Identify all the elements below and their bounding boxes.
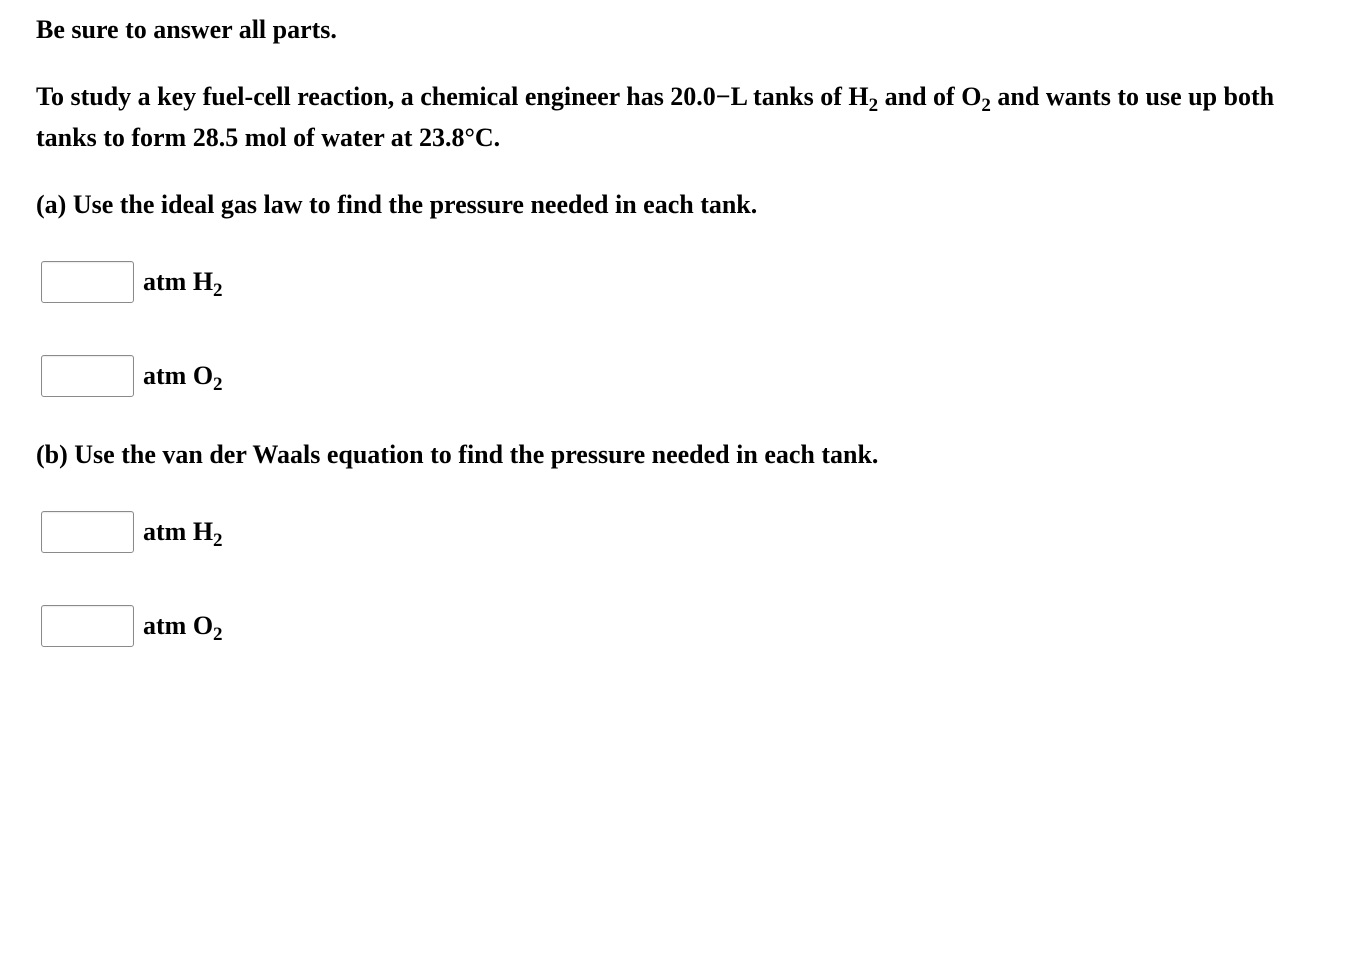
h2-subscript: 2 xyxy=(868,95,879,116)
part-b-o2-answer-row xyxy=(41,604,223,648)
instruction-text: Be sure to answer all parts. xyxy=(36,15,337,44)
part-a-heading: (a) Use the ideal gas law to find the pressure needed in each tank. xyxy=(36,190,758,219)
unit-text: atm O xyxy=(143,611,214,640)
problem-text-part-1: To study a key fuel-cell reaction, a chemical engineer has 20.0−L tanks of H xyxy=(36,82,869,111)
part-a-h2-pressure-input[interactable] xyxy=(41,261,134,303)
unit-text: atm O xyxy=(143,361,214,390)
o2-subscript: 2 xyxy=(981,95,991,116)
part-a-h2-answer-row xyxy=(41,260,223,304)
unit-subscript: 2 xyxy=(213,530,223,551)
problem-text-part-2: and of O xyxy=(878,82,982,111)
unit-text: atm H xyxy=(143,267,214,296)
part-b-h2-answer-row xyxy=(41,510,223,554)
unit-subscript: 2 xyxy=(213,280,223,301)
part-b-o2-pressure-input[interactable] xyxy=(41,605,134,647)
part-b-o2-unit-label xyxy=(143,609,223,643)
part-a-o2-unit-label xyxy=(143,359,223,393)
part-b-h2-pressure-input[interactable] xyxy=(41,511,134,553)
unit-subscript: 2 xyxy=(213,624,223,645)
part-b-h2-unit-label xyxy=(143,515,223,549)
problem-statement xyxy=(36,76,1336,158)
unit-subscript: 2 xyxy=(213,374,223,395)
part-a-o2-answer-row xyxy=(41,354,223,398)
problem-text-part-3: and wants to use up both tanks to form 28.5 mol of water at 23.8°C. xyxy=(36,82,1275,152)
part-a-o2-pressure-input[interactable] xyxy=(41,355,134,397)
part-b-heading: (b) Use the van der Waals equation to find the pressure needed in each tank. xyxy=(36,440,879,469)
unit-text: atm H xyxy=(143,517,214,546)
part-a-h2-unit-label xyxy=(143,265,223,299)
